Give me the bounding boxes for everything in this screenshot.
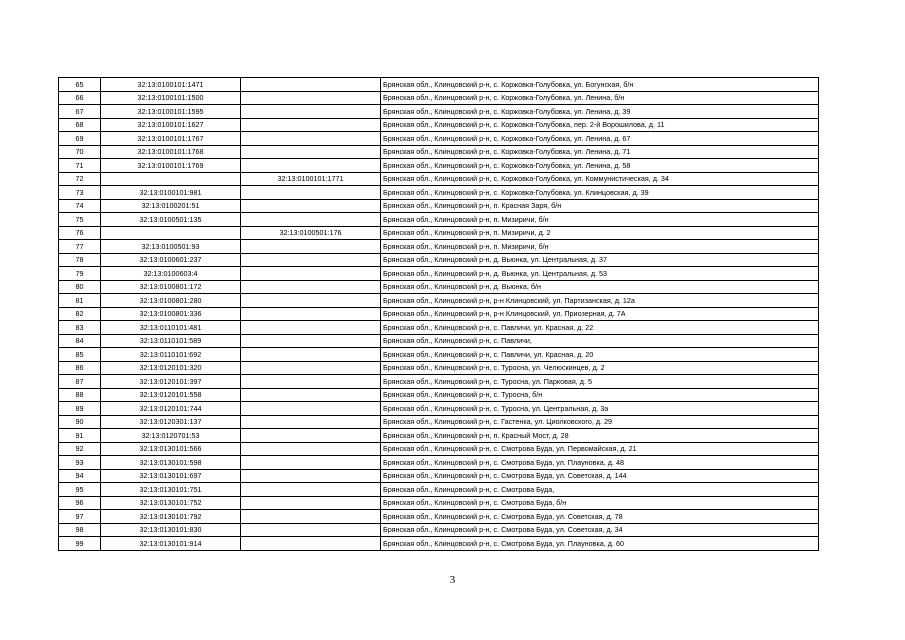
table-row xyxy=(59,226,819,240)
cadastral-number-cell xyxy=(101,172,241,186)
row-number-cell: 65 xyxy=(59,78,101,92)
cadastral-number-cell: 32:13:0100101:1471 xyxy=(101,78,241,92)
cadastral-number-cell: 32:13:0130101:566 xyxy=(101,442,241,456)
cadastral-number-alt-cell xyxy=(241,294,381,308)
cadastral-number-alt-cell xyxy=(241,307,381,321)
cadastral-number-cell: 32:13:0110101:692 xyxy=(101,348,241,362)
row-number-cell: 84 xyxy=(59,334,101,348)
cadastral-number-cell: 32:13:0130101:598 xyxy=(101,456,241,470)
address-cell: Брянская обл., Клинцовский р-н, с. Коржовка-Голубовка, ул. Ленина, д. 71 xyxy=(381,145,819,159)
address-cell: Брянская обл., Клинцовский р-н, с. Коржовка-Голубовка, ул. Ленина, д. 39 xyxy=(381,105,819,119)
cadastral-number-alt-cell xyxy=(241,375,381,389)
row-number-cell: 90 xyxy=(59,415,101,429)
table-row xyxy=(59,280,819,294)
cadastral-number-cell: 32:13:0120101:744 xyxy=(101,402,241,416)
address-cell: Брянская обл., Клинцовский р-н, с. Коржовка-Голубовка, ул. Клинцовская, д. 39 xyxy=(381,186,819,200)
cadastral-number-cell: 32:13:0100101:1595 xyxy=(101,105,241,119)
cadastral-number-alt-cell xyxy=(241,348,381,362)
document-page xyxy=(58,77,818,551)
cadastral-number-alt-cell xyxy=(241,429,381,443)
table-row xyxy=(59,186,819,200)
table-row xyxy=(59,429,819,443)
address-cell: Брянская обл., Клинцовский р-н, с. Смотрова Буда, ул. Советская, д. 34 xyxy=(381,523,819,537)
cadastral-number-alt-cell xyxy=(241,510,381,524)
cadastral-number-alt-cell xyxy=(241,442,381,456)
row-number-cell: 98 xyxy=(59,523,101,537)
table-row xyxy=(59,321,819,335)
row-number-cell: 93 xyxy=(59,456,101,470)
table-row xyxy=(59,294,819,308)
address-cell: Брянская обл., Клинцовский р-н, с. Коржовка-Голубовка, ул. Богунская, б/н xyxy=(381,78,819,92)
address-cell: Брянская обл., Клинцовский р-н, с. Туросна, ул. Челюскинцев, д. 2 xyxy=(381,361,819,375)
row-number-cell: 94 xyxy=(59,469,101,483)
cadastral-number-cell: 32:13:0130101:914 xyxy=(101,537,241,551)
address-cell: Брянская обл., Клинцовский р-н, д. Вьюнка, ул. Центральная, д. 37 xyxy=(381,253,819,267)
row-number-cell: 91 xyxy=(59,429,101,443)
cadastral-number-alt-cell xyxy=(241,105,381,119)
cadastral-number-cell: 32:13:0100501:93 xyxy=(101,240,241,254)
cadastral-number-alt-cell xyxy=(241,186,381,200)
table-row xyxy=(59,132,819,146)
cadastral-number-cell xyxy=(101,226,241,240)
cadastral-number-cell: 32:13:0120101:558 xyxy=(101,388,241,402)
cadastral-number-alt-cell xyxy=(241,199,381,213)
row-number-cell: 92 xyxy=(59,442,101,456)
table-row xyxy=(59,199,819,213)
address-cell: Брянская обл., Клинцовский р-н, с. Павличи, ул. Красная, д. 22 xyxy=(381,321,819,335)
row-number-cell: 76 xyxy=(59,226,101,240)
row-number-cell: 75 xyxy=(59,213,101,227)
row-number-cell: 70 xyxy=(59,145,101,159)
cadastral-number-alt-cell xyxy=(241,496,381,510)
table-row xyxy=(59,375,819,389)
row-number-cell: 96 xyxy=(59,496,101,510)
page-number: 3 xyxy=(449,574,456,586)
table-row xyxy=(59,159,819,173)
cadastral-number-cell: 32:13:0100603:4 xyxy=(101,267,241,281)
table-row xyxy=(59,496,819,510)
address-cell: Брянская обл., Клинцовский р-н, д. Вьюнка, б/н xyxy=(381,280,819,294)
address-cell: Брянская обл., Клинцовский р-н, с. Коржовка-Голубовка, пер. 2-й Ворошилова, д. 11 xyxy=(381,118,819,132)
row-number-cell: 77 xyxy=(59,240,101,254)
row-number-cell: 78 xyxy=(59,253,101,267)
cadastral-number-alt-cell xyxy=(241,456,381,470)
row-number-cell: 80 xyxy=(59,280,101,294)
table-row xyxy=(59,105,819,119)
cadastral-number-cell: 32:13:0100801:172 xyxy=(101,280,241,294)
cadastral-number-alt-cell xyxy=(241,91,381,105)
address-cell: Брянская обл., Клинцовский р-н, с. Смотрова Буда, ул. Советская, д. 144 xyxy=(381,469,819,483)
row-number-cell: 87 xyxy=(59,375,101,389)
table-row xyxy=(59,537,819,551)
table-row xyxy=(59,361,819,375)
cadastral-number-cell: 32:13:0120101:320 xyxy=(101,361,241,375)
row-number-cell: 89 xyxy=(59,402,101,416)
cadastral-number-cell: 32:13:0130101:830 xyxy=(101,523,241,537)
row-number-cell: 82 xyxy=(59,307,101,321)
address-cell: Брянская обл., Клинцовский р-н, п. Мизиричи, б/н xyxy=(381,240,819,254)
cadastral-number-cell: 32:13:0130101:752 xyxy=(101,496,241,510)
cadastral-number-cell: 32:13:0120101:397 xyxy=(101,375,241,389)
address-cell: Брянская обл., Клинцовский р-н, с. Смотрова Буда, ул. Первомайская, д. 21 xyxy=(381,442,819,456)
cadastral-number-cell: 32:13:0100601:237 xyxy=(101,253,241,267)
cadastral-number-cell: 32:13:0100801:280 xyxy=(101,294,241,308)
address-cell: Брянская обл., Клинцовский р-н, с. Туросна, ул. Центральная, д. 3а xyxy=(381,402,819,416)
address-cell: Брянская обл., Клинцовский р-н, д. Вьюнка, ул. Центральная, д. 53 xyxy=(381,267,819,281)
table-row xyxy=(59,348,819,362)
address-cell: Брянская обл., Клинцовский р-н, с. Павличи, xyxy=(381,334,819,348)
cadastral-number-cell: 32:13:0100101:1767 xyxy=(101,132,241,146)
table-row xyxy=(59,510,819,524)
cadastral-number-alt-cell xyxy=(241,415,381,429)
table-row xyxy=(59,523,819,537)
table-row xyxy=(59,415,819,429)
cadastral-number-alt-cell xyxy=(241,132,381,146)
row-number-cell: 68 xyxy=(59,118,101,132)
cadastral-number-alt-cell xyxy=(241,523,381,537)
cadastral-number-alt-cell xyxy=(241,361,381,375)
cadastral-number-cell: 32:13:0100101:1500 xyxy=(101,91,241,105)
table-row xyxy=(59,469,819,483)
cadastral-number-alt-cell xyxy=(241,240,381,254)
address-cell: Брянская обл., Клинцовский р-н, п. Красная Заря, б/н xyxy=(381,199,819,213)
row-number-cell: 83 xyxy=(59,321,101,335)
table-row xyxy=(59,388,819,402)
table-row xyxy=(59,172,819,186)
cadastral-number-alt-cell xyxy=(241,469,381,483)
cadastral-number-cell: 32:13:0100101:1627 xyxy=(101,118,241,132)
table-row xyxy=(59,483,819,497)
row-number-cell: 69 xyxy=(59,132,101,146)
row-number-cell: 72 xyxy=(59,172,101,186)
table-row xyxy=(59,456,819,470)
table-row xyxy=(59,91,819,105)
cadastral-number-cell: 32:13:0130101:751 xyxy=(101,483,241,497)
table-row xyxy=(59,213,819,227)
cadastral-number-cell: 32:13:0110101:589 xyxy=(101,334,241,348)
cadastral-number-cell: 32:13:0130101:792 xyxy=(101,510,241,524)
table-row xyxy=(59,267,819,281)
address-cell: Брянская обл., Клинцовский р-н, п. Мизиричи, б/н xyxy=(381,213,819,227)
cadastral-number-alt-cell xyxy=(241,213,381,227)
address-cell: Брянская обл., Клинцовский р-н, с. Смотрова Буда, б/н xyxy=(381,496,819,510)
address-cell: Брянская обл., Клинцовский р-н, с. Коржовка-Голубовка, ул. Ленина, б/н xyxy=(381,91,819,105)
cadastral-number-cell: 32:13:0130101:697 xyxy=(101,469,241,483)
row-number-cell: 71 xyxy=(59,159,101,173)
address-cell: Брянская обл., Клинцовский р-н, с. Коржовка-Голубовка, ул. Коммунистическая, д. 34 xyxy=(381,172,819,186)
cadastral-number-alt-cell: 32:13:0100101:1771 xyxy=(241,172,381,186)
cadastral-number-alt-cell xyxy=(241,388,381,402)
table-row xyxy=(59,253,819,267)
cadastral-number-alt-cell: 32:13:0100501:176 xyxy=(241,226,381,240)
cadastral-number-cell: 32:13:0100101:1769 xyxy=(101,159,241,173)
row-number-cell: 85 xyxy=(59,348,101,362)
row-number-cell: 73 xyxy=(59,186,101,200)
row-number-cell: 74 xyxy=(59,199,101,213)
table-row xyxy=(59,240,819,254)
address-cell: Брянская обл., Клинцовский р-н, с. Смотрова Буда, ул. Плауновка, д. 48 xyxy=(381,456,819,470)
cadastral-number-alt-cell xyxy=(241,321,381,335)
address-cell: Брянская обл., Клинцовский р-н, с. Смотрова Буда, ул. Советская, д. 78 xyxy=(381,510,819,524)
cadastral-number-alt-cell xyxy=(241,483,381,497)
table-row xyxy=(59,78,819,92)
address-cell: Брянская обл., Клинцовский р-н, с. Коржовка-Голубовка, ул. Ленина, д. 58 xyxy=(381,159,819,173)
cadastral-number-cell: 32:13:0100101:981 xyxy=(101,186,241,200)
cadastral-number-cell: 32:13:0100101:1768 xyxy=(101,145,241,159)
table-row xyxy=(59,307,819,321)
cadastral-number-cell: 32:13:0100201:51 xyxy=(101,199,241,213)
cadastral-number-alt-cell xyxy=(241,402,381,416)
address-cell: Брянская обл., Клинцовский р-н, с. Смотрова Буда, ул. Плауновка, д. 60 xyxy=(381,537,819,551)
address-cell: Брянская обл., Клинцовский р-н, р-н Клинцовский, ул. Партизанская, д. 12а xyxy=(381,294,819,308)
cadastral-number-alt-cell xyxy=(241,118,381,132)
cadastral-number-cell: 32:13:0120301:137 xyxy=(101,415,241,429)
table-row xyxy=(59,145,819,159)
address-cell: Брянская обл., Клинцовский р-н, с. Коржовка-Голубовка, ул. Ленина, д. 67 xyxy=(381,132,819,146)
row-number-cell: 95 xyxy=(59,483,101,497)
cadastral-number-alt-cell xyxy=(241,280,381,294)
address-cell: Брянская обл., Клинцовский р-н, с. Туросна, ул. Парковая, д. 5 xyxy=(381,375,819,389)
table-row xyxy=(59,402,819,416)
cadastral-number-alt-cell xyxy=(241,253,381,267)
row-number-cell: 86 xyxy=(59,361,101,375)
cadastral-number-cell: 32:13:0100501:135 xyxy=(101,213,241,227)
row-number-cell: 67 xyxy=(59,105,101,119)
table-row xyxy=(59,334,819,348)
address-cell: Брянская обл., Клинцовский р-н, с. Гастенка, ул. Циолковского, д. 29 xyxy=(381,415,819,429)
row-number-cell: 97 xyxy=(59,510,101,524)
address-cell: Брянская обл., Клинцовский р-н, р-н Клинцовский, ул. Приозерная, д. 7А xyxy=(381,307,819,321)
cadastral-number-alt-cell xyxy=(241,267,381,281)
cadastral-number-cell: 32:13:0120701:53 xyxy=(101,429,241,443)
address-cell: Брянская обл., Клинцовский р-н, с. Смотрова Буда, xyxy=(381,483,819,497)
row-number-cell: 66 xyxy=(59,91,101,105)
cadastral-number-alt-cell xyxy=(241,78,381,92)
address-cell: Брянская обл., Клинцовский р-н, п. Мизиричи, д. 2 xyxy=(381,226,819,240)
row-number-cell: 79 xyxy=(59,267,101,281)
table-row xyxy=(59,118,819,132)
table-row xyxy=(59,442,819,456)
property-registry-table xyxy=(58,77,819,551)
address-cell: Брянская обл., Клинцовский р-н, с. Туросна, б/н xyxy=(381,388,819,402)
registry-table-body xyxy=(59,78,819,551)
cadastral-number-alt-cell xyxy=(241,537,381,551)
cadastral-number-alt-cell xyxy=(241,159,381,173)
row-number-cell: 88 xyxy=(59,388,101,402)
address-cell: Брянская обл., Клинцовский р-н, п. Красный Мост, д. 28 xyxy=(381,429,819,443)
address-cell: Брянская обл., Клинцовский р-н, с. Павличи, ул. Красная, д. 20 xyxy=(381,348,819,362)
row-number-cell: 99 xyxy=(59,537,101,551)
cadastral-number-alt-cell xyxy=(241,145,381,159)
cadastral-number-cell: 32:13:0100801:336 xyxy=(101,307,241,321)
cadastral-number-cell: 32:13:0110101:481 xyxy=(101,321,241,335)
row-number-cell: 81 xyxy=(59,294,101,308)
cadastral-number-alt-cell xyxy=(241,334,381,348)
